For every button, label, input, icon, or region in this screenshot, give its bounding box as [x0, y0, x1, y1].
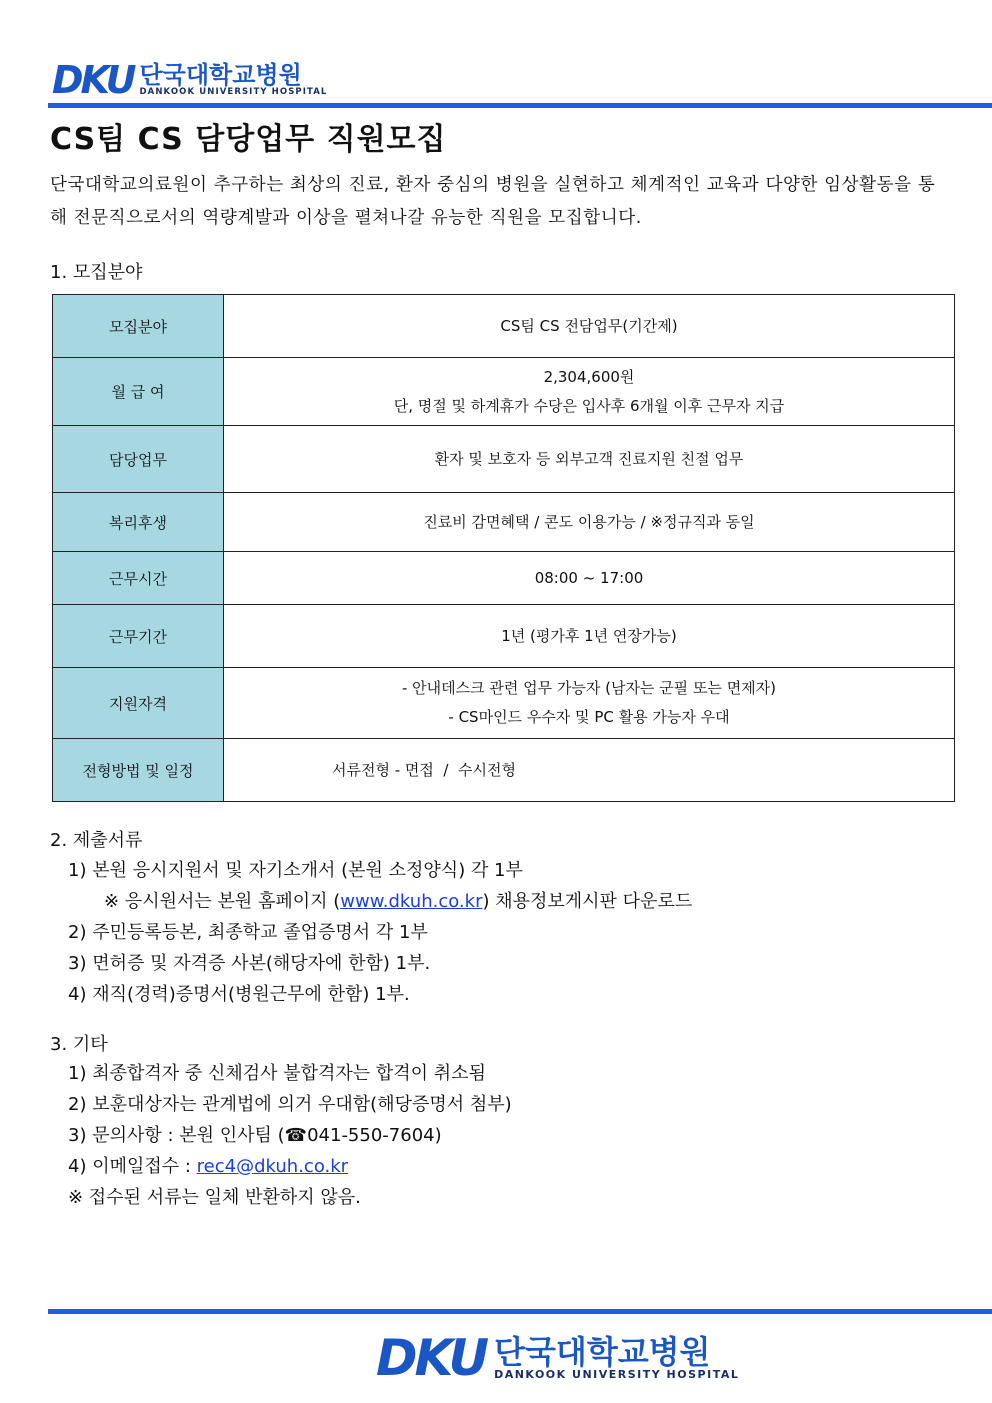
list-item	[68, 1151, 512, 1182]
list-item: 1) 본원 응시지원서 및 자기소개서 (본원 소정양식) 각 1부	[68, 860, 523, 881]
hospital-name-en: DANKOOK UNIVERSITY HOSPITAL	[139, 87, 328, 97]
value-line: 단, 명절 및 하계휴가 수당은 입사후 6개월 이후 근무자 지급	[393, 396, 785, 415]
section-heading-other: 3. 기타	[50, 1034, 108, 1055]
value-line: 08:00 ~ 17:00	[534, 568, 644, 587]
row-label: 전형방법 및 일정	[53, 739, 224, 802]
table-row	[53, 295, 955, 358]
list-item: 3) 면허증 및 자격증 사본(해당자에 한함) 1부.	[68, 953, 431, 974]
value-line: 진료비 감면혜택 / 콘도 이용가능 / ※정규직과 동일	[423, 512, 755, 531]
row-value	[224, 295, 955, 358]
value-line: 서류전형 - 면접 / 수시전형	[332, 760, 516, 779]
list-item: 2) 주민등록등본, 최종학교 졸업증명서 각 1부	[68, 922, 428, 943]
footer-divider	[48, 1309, 992, 1314]
value-line: 2,304,600원	[543, 367, 635, 386]
list-item: 4) 재직(경력)증명서(병원근무에 한함) 1부.	[68, 984, 410, 1005]
header-divider	[48, 103, 992, 108]
section-heading-documents: 2. 제출서류	[50, 830, 143, 851]
value-line: CS팀 CS 전담업무(기간제)	[500, 316, 678, 335]
hospital-name-ko: 단국대학교병원	[494, 1332, 711, 1371]
header-logo	[52, 58, 328, 102]
footer-logo	[376, 1329, 740, 1387]
row-value	[224, 493, 955, 552]
row-label: 근무시간	[53, 552, 224, 605]
intro-paragraph: 단국대학교의료원이 추구하는 최상의 진료, 환자 중심의 병원을 실현하고 체계적인 교육과 다양한 임상활동을 통해 전문직으로서의 역량계발과 이상을 펼쳐나갈 유능한 직원을 모집합니다.	[50, 175, 936, 228]
row-label: 월 급 여	[53, 358, 224, 426]
documents-list	[68, 855, 692, 1010]
value-line: - CS마인드 우수자 및 PC 활용 가능자 우대	[448, 708, 730, 726]
section-heading-recruit-field: 1. 모집분야	[50, 262, 143, 283]
row-label: 복리후생	[53, 493, 224, 552]
row-value	[224, 552, 955, 605]
dku-logo-mark: DKU	[376, 1329, 487, 1387]
table-row	[53, 739, 955, 802]
row-label: 모집분야	[53, 295, 224, 358]
table-row	[53, 552, 955, 605]
table-row	[53, 426, 955, 493]
row-label: 담당업무	[53, 426, 224, 493]
table-row	[53, 493, 955, 552]
other-list	[68, 1058, 512, 1213]
list-item-note	[68, 886, 692, 917]
email-link[interactable]: rec4@dkuh.co.kr	[196, 1156, 349, 1177]
recruit-info-table	[52, 294, 955, 802]
row-value	[224, 668, 955, 739]
list-item-note: ※ 접수된 서류는 일체 반환하지 않음.	[68, 1187, 361, 1208]
row-value	[224, 358, 955, 426]
note-text: ※ 응시원서는 본원 홈페이지 (	[104, 891, 341, 912]
row-value	[224, 739, 955, 802]
row-value	[224, 605, 955, 668]
table-row	[53, 358, 955, 426]
dku-logo-mark: DKU	[52, 58, 134, 102]
value-line: 1년 (평가후 1년 연장가능)	[501, 626, 677, 645]
table-row	[53, 605, 955, 668]
value-line: 환자 및 보호자 등 외부고객 진료지원 친절 업무	[434, 449, 744, 468]
list-item: 1) 최종합격자 중 신체검사 불합격자는 합격이 취소됨	[68, 1063, 486, 1084]
row-label: 근무기간	[53, 605, 224, 668]
table-row	[53, 668, 955, 739]
note-text: ) 채용정보게시판 다운로드	[482, 891, 693, 912]
list-item: 2) 보훈대상자는 관계법에 의거 우대함(해당증명서 첨부)	[68, 1094, 512, 1115]
hospital-name-ko: 단국대학교병원	[139, 61, 302, 89]
value-line: - 안내데스크 관련 업무 가능자 (남자는 군필 또는 면제자)	[401, 679, 777, 697]
row-value	[224, 426, 955, 493]
list-item: 3) 문의사항 : 본원 인사팀 (☎041-550-7604)	[68, 1125, 442, 1146]
page-title: CS팀 CS 담당업무 직원모집	[50, 122, 447, 157]
homepage-link[interactable]: www.dkuh.co.kr	[340, 891, 483, 912]
row-label: 지원자격	[53, 668, 224, 739]
hospital-name-en: DANKOOK UNIVERSITY HOSPITAL	[494, 1367, 740, 1381]
email-label: 4) 이메일접수 :	[68, 1156, 197, 1177]
